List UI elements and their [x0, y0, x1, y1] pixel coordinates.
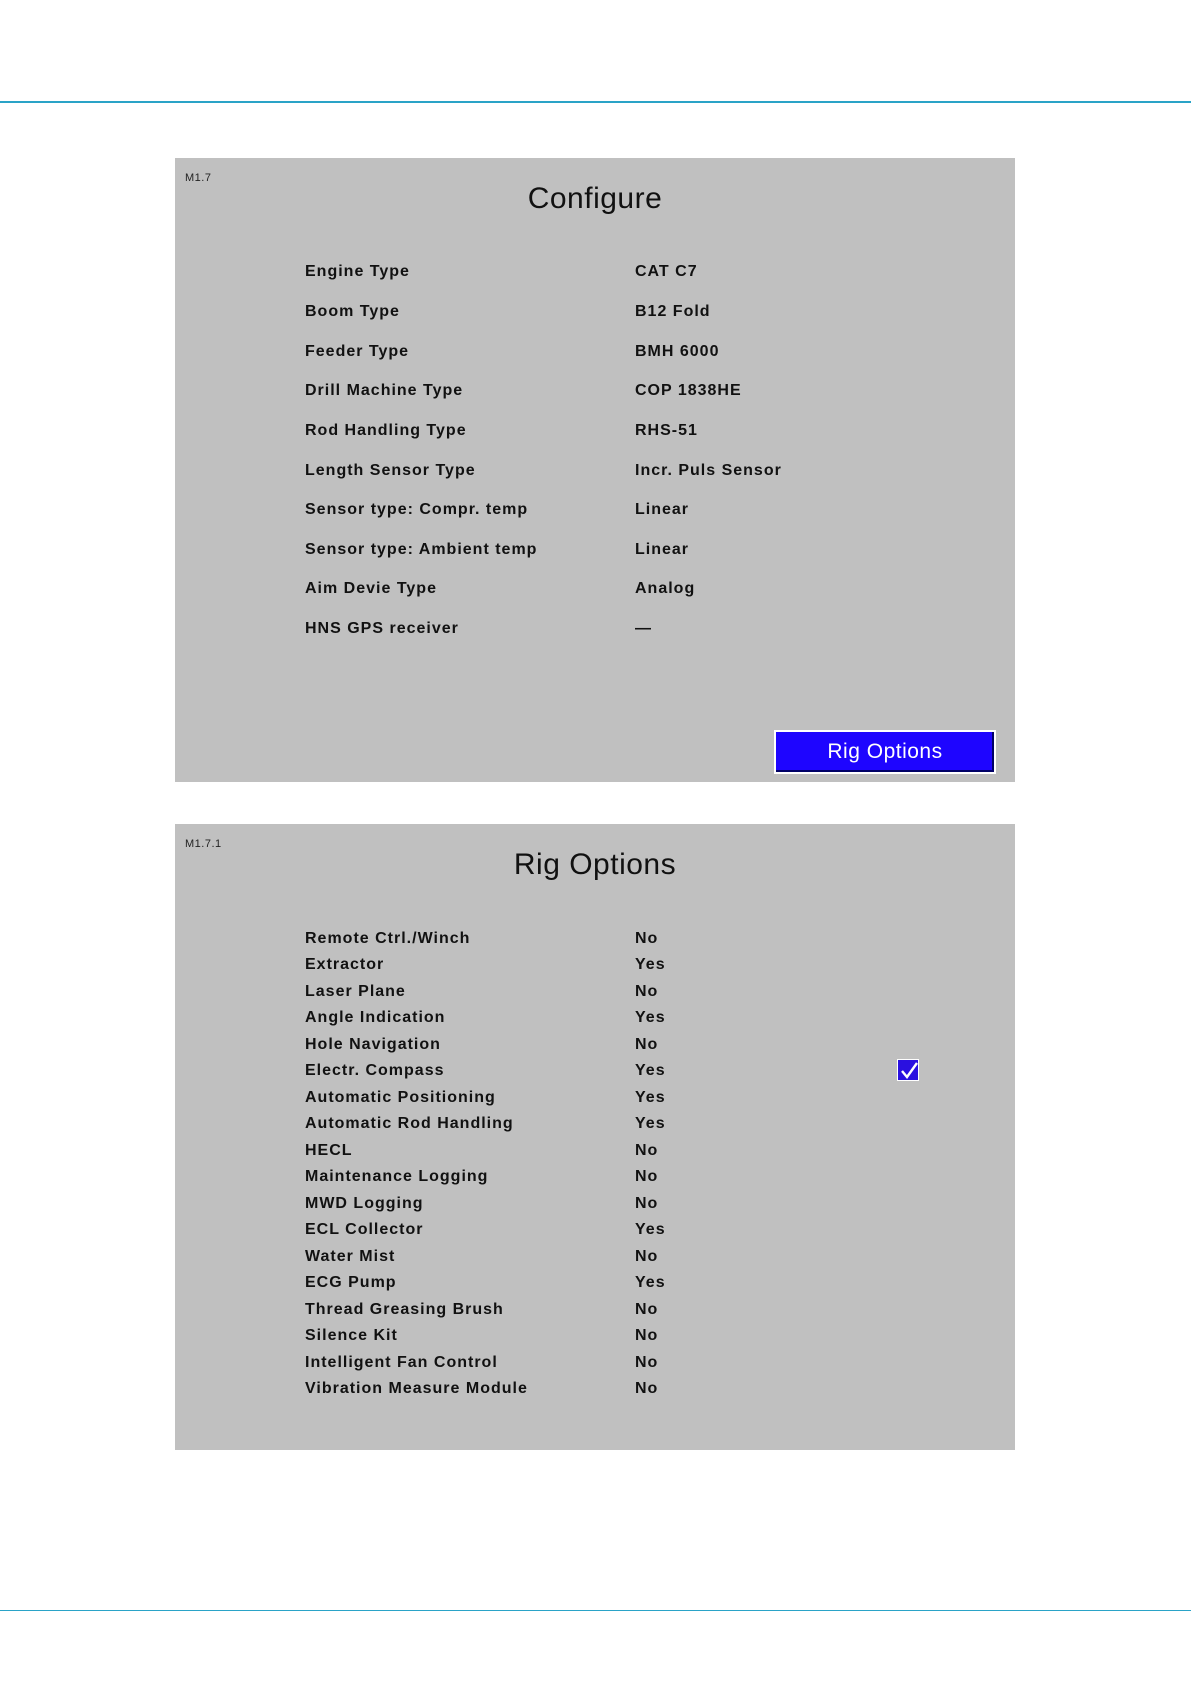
rig-row-hecl[interactable] [305, 1142, 995, 1166]
row-label: Rod Handling Type [305, 422, 467, 439]
config-row-aim-device-type [305, 580, 995, 604]
row-label: Length Sensor Type [305, 462, 476, 479]
row-label: Remote Ctrl./Winch [305, 930, 471, 947]
row-value: RHS-51 [635, 422, 698, 439]
rig-row-silence-kit[interactable] [305, 1327, 995, 1351]
row-label: Intelligent Fan Control [305, 1354, 498, 1371]
row-label: HECL [305, 1142, 353, 1159]
row-label: Automatic Rod Handling [305, 1115, 514, 1132]
page-header-rule [0, 101, 1191, 103]
rig-row-intelligent-fan-control[interactable] [305, 1354, 995, 1378]
row-value: Analog [635, 580, 696, 597]
row-value: CAT C7 [635, 263, 698, 280]
row-value: Yes [635, 1062, 666, 1079]
config-row-boom-type [305, 303, 995, 327]
row-value: No [635, 1195, 659, 1212]
row-label: Sensor type: Compr. temp [305, 501, 529, 518]
row-value: Yes [635, 1089, 666, 1106]
rig-options-button[interactable]: Rig Options [774, 730, 996, 774]
row-label: Aim Devie Type [305, 580, 437, 597]
row-label: Drill Machine Type [305, 382, 464, 399]
row-value: — [635, 620, 652, 637]
rig-row-vibration-measure-module[interactable] [305, 1380, 995, 1404]
row-label: Feeder Type [305, 343, 410, 360]
rig-row-ecg-pump[interactable] [305, 1274, 995, 1298]
row-label: Automatic Positioning [305, 1089, 496, 1106]
row-label: Angle Indication [305, 1009, 446, 1026]
row-label: Boom Type [305, 303, 400, 320]
row-label: Laser Plane [305, 983, 406, 1000]
row-label: ECG Pump [305, 1274, 397, 1291]
page-footer-rule [0, 1610, 1191, 1611]
row-label: Extractor [305, 956, 385, 973]
row-value: No [635, 983, 659, 1000]
config-row-hns-gps-receiver [305, 620, 995, 644]
row-label: MWD Logging [305, 1195, 424, 1212]
row-label: Maintenance Logging [305, 1168, 489, 1185]
rig-row-thread-greasing-brush[interactable] [305, 1301, 995, 1325]
row-value: Yes [635, 1115, 666, 1132]
row-label: Electr. Compass [305, 1062, 445, 1079]
rig-row-remote-ctrl-winch[interactable] [305, 930, 995, 954]
rig-row-maintenance-logging[interactable] [305, 1168, 995, 1192]
row-value: No [635, 1142, 659, 1159]
config-row-feeder-type [305, 343, 995, 367]
row-label: Hole Navigation [305, 1036, 441, 1053]
rig-row-electr-compass[interactable] [305, 1062, 995, 1086]
row-value: Yes [635, 1274, 666, 1291]
row-value: No [635, 930, 659, 947]
row-value: Yes [635, 1221, 666, 1238]
configure-screen [175, 158, 1015, 782]
row-label: Vibration Measure Module [305, 1380, 528, 1397]
config-row-sensor-compr-temp [305, 501, 995, 525]
row-value: No [635, 1354, 659, 1371]
rig-row-angle-indication[interactable] [305, 1009, 995, 1033]
screen-title: Rig Options [513, 848, 677, 881]
row-value: No [635, 1168, 659, 1185]
row-value: Yes [635, 956, 666, 973]
row-value: Linear [635, 501, 690, 518]
config-row-length-sensor-type [305, 462, 995, 486]
rig-row-extractor[interactable] [305, 956, 995, 980]
rig-options-screen [175, 824, 1015, 1450]
row-label: ECL Collector [305, 1221, 424, 1238]
rig-row-automatic-positioning[interactable] [305, 1089, 995, 1113]
screen-id: M1.7 [185, 172, 212, 184]
row-value: Yes [635, 1009, 666, 1026]
screen-id: M1.7.1 [185, 838, 222, 850]
config-row-drill-machine-type [305, 382, 995, 406]
electr-compass-checkbox[interactable] [897, 1059, 919, 1081]
rig-row-ecl-collector[interactable] [305, 1221, 995, 1245]
row-value: No [635, 1380, 659, 1397]
row-label: HNS GPS receiver [305, 620, 459, 637]
row-label: Thread Greasing Brush [305, 1301, 504, 1318]
row-value: Linear [635, 541, 690, 558]
rig-row-laser-plane[interactable] [305, 983, 995, 1007]
row-label: Water Mist [305, 1248, 396, 1265]
row-value: No [635, 1327, 659, 1344]
rig-row-automatic-rod-handling[interactable] [305, 1115, 995, 1139]
checkmark-icon [898, 1060, 920, 1082]
rig-row-hole-navigation[interactable] [305, 1036, 995, 1060]
row-label: Sensor type: Ambient temp [305, 541, 538, 558]
row-label: Engine Type [305, 263, 410, 280]
row-value: No [635, 1248, 659, 1265]
row-value: COP 1838HE [635, 382, 742, 399]
row-value: No [635, 1301, 659, 1318]
rig-row-mwd-logging[interactable] [305, 1195, 995, 1219]
config-row-rod-handling-type [305, 422, 995, 446]
config-row-sensor-ambient-temp [305, 541, 995, 565]
config-row-engine-type [305, 263, 995, 287]
rig-row-water-mist[interactable] [305, 1248, 995, 1272]
screen-title: Configure [527, 182, 663, 215]
row-label: Silence Kit [305, 1327, 398, 1344]
row-value: Incr. Puls Sensor [635, 462, 782, 479]
row-value: B12 Fold [635, 303, 711, 320]
row-value: No [635, 1036, 659, 1053]
row-value: BMH 6000 [635, 343, 720, 360]
